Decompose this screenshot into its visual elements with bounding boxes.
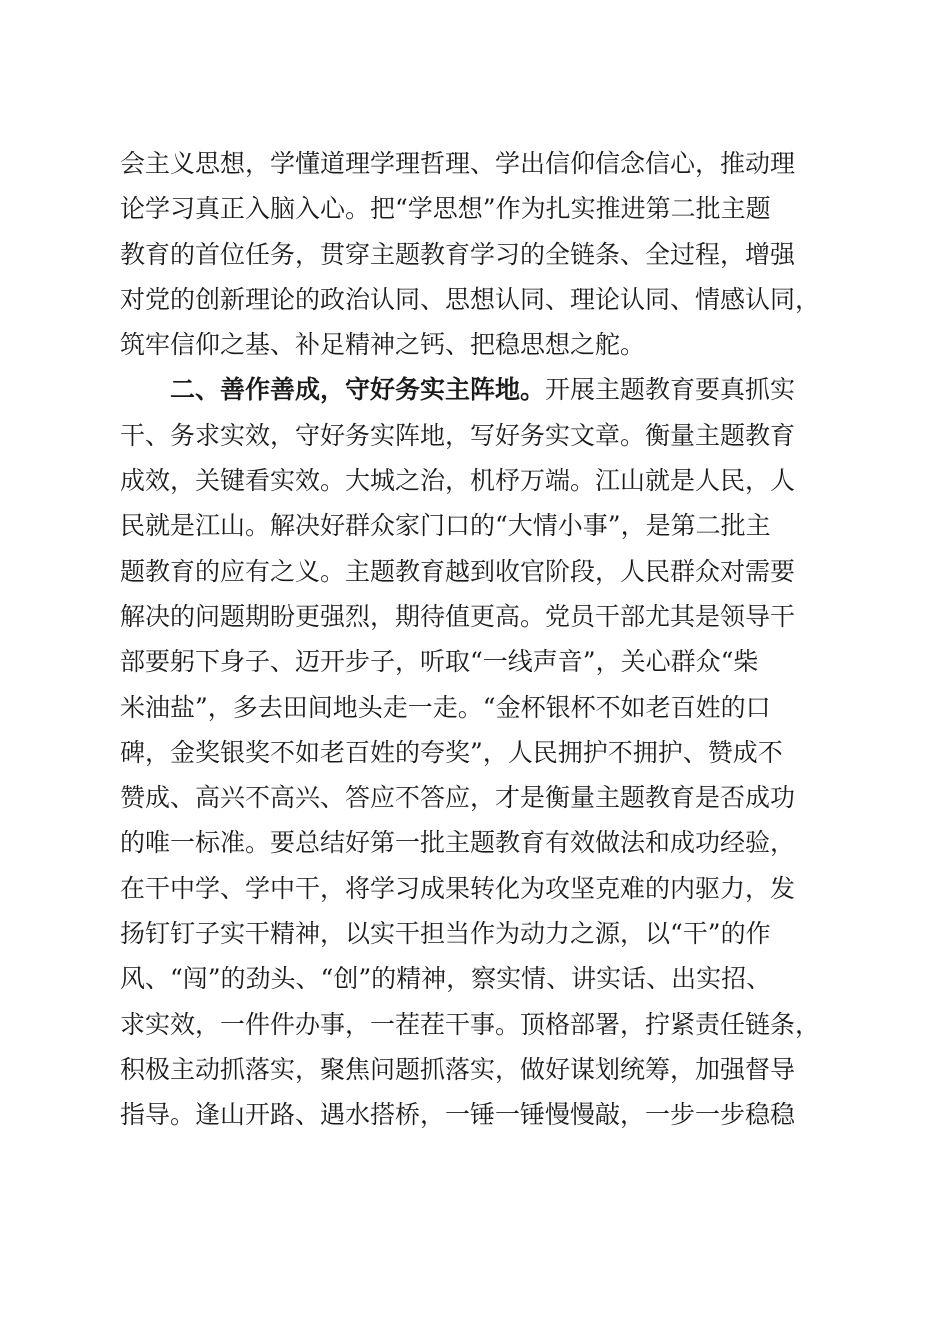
text-line: 解决的问题期盼更强烈，期待值更高。党员干部尤其是领导干	[120, 601, 796, 631]
text-line: 积极主动抓落实，聚焦问题抓落实，做好谋划统筹，加强督导	[120, 1054, 796, 1084]
text-line: 指导。逢山开路、遇水搭桥，一锤一锤慢慢敲，一步一步稳稳	[120, 1100, 796, 1130]
text-line: 会主义思想，学懂道理学理哲理、学出信仰信念信心，推动理	[120, 149, 796, 178]
text-line: 部要躬下身子、迈开步子，听取“一线声音”，关心群众“柴	[120, 647, 759, 677]
text-line: 干、务求实效，守好务实阵地，写好务实文章。衡量主题教育	[120, 420, 796, 450]
text-line: 赞成、高兴不高兴、答应不答应，才是衡量主题教育是否成功	[120, 783, 796, 813]
paragraph-1	[120, 141, 835, 367]
paragraph-2	[120, 367, 835, 1137]
text-line: 的唯一标准。要总结好第一批主题教育有效做法和成功经验，	[120, 828, 796, 858]
text-line: 成效，关键看实效。大城之治，机杼万端。江山就是人民，人	[120, 466, 796, 496]
section-heading: 二、善作善成，守好务实主阵地。	[170, 375, 546, 405]
text-run: 开展主题教育要真抓实	[545, 375, 796, 405]
text-line: 教育的首位任务，贯穿主题教育学习的全链条、全过程，增强	[120, 239, 796, 269]
text-line: 民就是江山。解决好群众家门口的“大情小事”，是第二批主	[120, 511, 771, 541]
text-line: 题教育的应有之义。主题教育越到收官阶段，人民群众对需要	[120, 556, 796, 586]
text-line: 扬钉钉子实干精神，以实干担当作为动力之源，以“干”的作	[120, 919, 771, 949]
text-line: 筑牢信仰之基、补足精神之钙、把稳思想之舵。	[120, 330, 646, 360]
text-line: 对党的创新理论的政治认同、思想认同、理论认同、情感认同，	[120, 284, 821, 314]
text-line: 求实效，一件件办事，一茬茬干事。顶格部署，拧紧责任链条，	[120, 1009, 821, 1039]
text-line: 碑，金奖银奖不如老百姓的夸奖”，人民拥护不拥护、赞成不	[120, 737, 783, 767]
text-line: 风、“闯”的劲头、“创”的精神，察实情、讲实话、出实招、	[120, 964, 772, 994]
paragraph-first-line	[120, 367, 835, 412]
body-text	[120, 141, 835, 1138]
text-line: 米油盐”，多去田间地头走一走。“金杯银杯不如老百姓的口	[120, 692, 771, 722]
text-line: 在干中学、学中干，将学习成果转化为攻坚克难的内驱力，发	[120, 873, 796, 903]
text-line: 论学习真正入脑入心。把“学思想”作为扎实推进第二批主题	[120, 194, 771, 224]
